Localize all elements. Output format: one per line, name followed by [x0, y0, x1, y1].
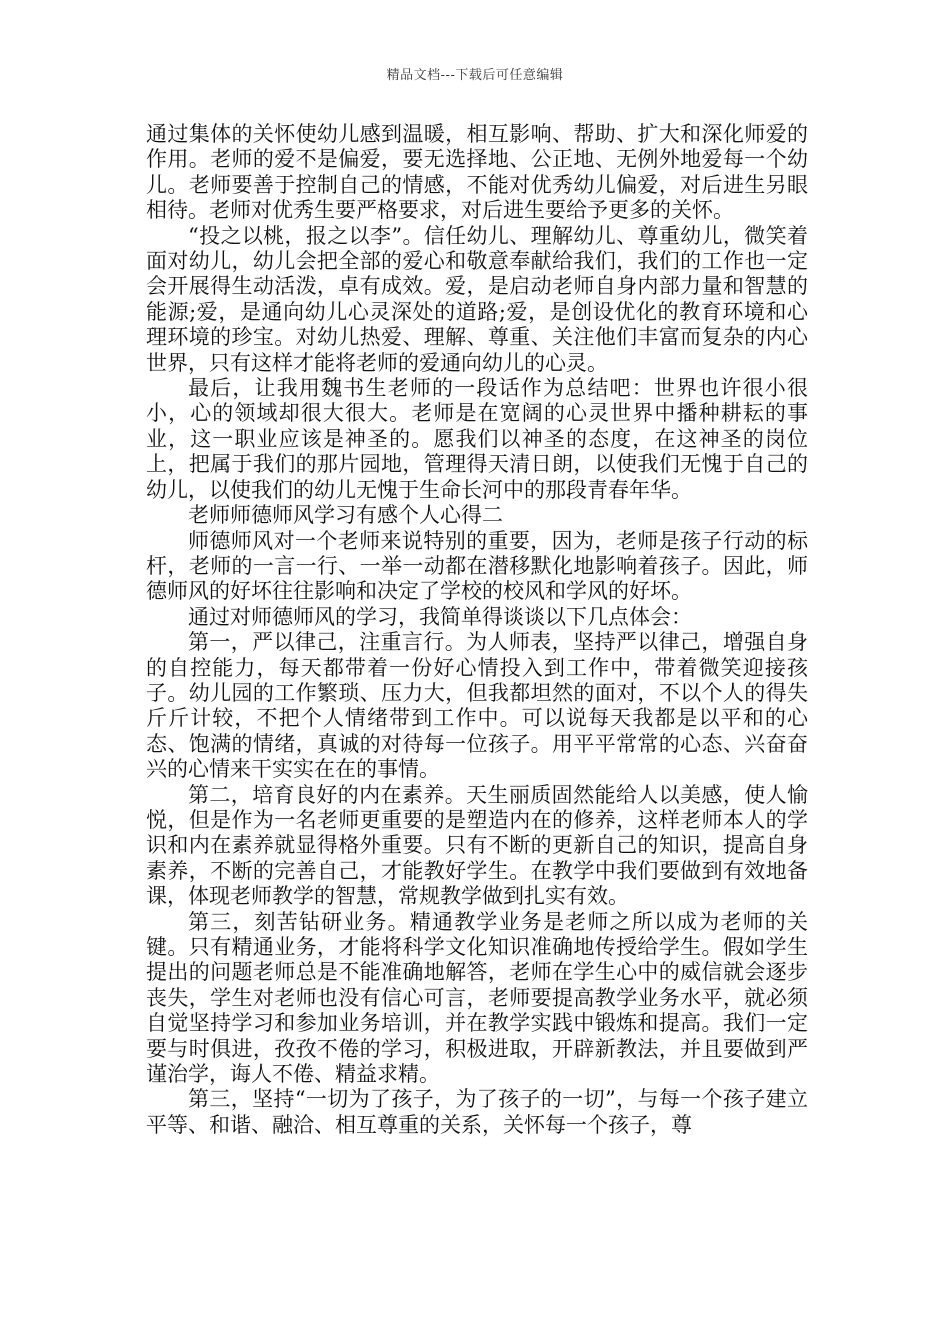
paragraph: 第三，刻苦钻研业务。精通教学业务是老师之所以成为老师的关键。只有精通业务，才能将科学文化知识准确地传授给学生。假如学生提出的问题老师总是不能准确地解答，老师在学生心中的威信就会逐步丧失，学生对老师也没有信心可言，老师要提高教学业务水平，就必须自觉坚持学习和参加业务培训，并在教学实践中锻炼和提高。我们一定要与时俱进，孜孜不倦的学习，积极进取，开辟新教法，并且要做到严谨治学，诲人不倦、精益求精。: [146, 909, 808, 1087]
paragraph: 最后，让我用魏书生老师的一段话作为总结吧：世界也许很小很小，心的领域却很大很大。老师是在宽阔的心灵世界中播种耕耘的事业，这一职业应该是神圣的。愿我们以神圣的态度，在这神圣的岗位上，把属于我们的那片园地，管理得天清日朗，以使我们无愧于自己的幼儿，以使我们的幼儿无愧于生命长河中的那段青春年华。: [146, 376, 808, 502]
paragraph: 第三，坚持“一切为了孩子，为了孩子的一切”，与每一个孩子建立平等、和谐、融洽、相互尊重的关系，关怀每一个孩子，尊: [146, 1087, 808, 1137]
paragraph: 第二，培育良好的内在素养。天生丽质固然能给人以美感，使人愉悦，但是作为一名老师更重要的是塑造内在的修养，这样老师本人的学识和内在素养就显得格外重要。只有不断的更新自己的知识，提高自身素养，不断的完善自己，才能教好学生。在教学中我们要做到有效地备课，体现老师教学的智慧，常规教学做到扎实有效。: [146, 782, 808, 909]
page-header: 精品文档---下载后可任意编辑: [386, 68, 564, 83]
paragraph: 第一，严以律己，注重言行。为人师表，坚持严以律己，增强自身的自控能力，每天都带着一份好心情投入到工作中，带着微笑迎接孩子。幼儿园的工作繁琐、压力大，但我都坦然的面对，不以个人的得失斤斤计较，不把个人情绪带到工作中。可以说每天我都是以平和的心态、饱满的情绪，真诚的对待每一位孩子。用平平常常的心态、兴奋奋兴的心情来干实实在在的事情。: [146, 630, 808, 782]
paragraph-continuation: 通过集体的关怀使幼儿感到温暖，相互影响、帮助、扩大和深化师爱的作用。老师的爱不是偏爱，要无选择地、公正地、无例外地爱每一个幼儿。老师要善于控制自己的情感，不能对优秀幼儿偏爱，对后进生另眼相待。老师对优秀生要严格要求，对后进生要给予更多的关怀。: [146, 122, 808, 223]
paragraph: “投之以桃，报之以李”。信任幼儿、理解幼儿、尊重幼儿，微笑着面对幼儿，幼儿会把全部的爱心和敬意奉献给我们，我们的工作也一定会开展得生动活泼，卓有成效。爱，是启动老师自身内部力量和智慧的能源;爱，是通向幼儿心灵深处的道路;爱，是创设优化的教育环境和心理环境的珍宝。对幼儿热爱、理解、尊重、关注他们丰富而复杂的内心世界，只有这样才能将老师的爱通向幼儿的心灵。: [146, 223, 808, 375]
document-body: [146, 122, 808, 1138]
paragraph: 通过对师德师风的学习，我简单得谈谈以下几点体会：: [188, 604, 692, 629]
section-title: 老师师德师风学习有感个人心得二: [188, 503, 503, 528]
paragraph: 师德师风对一个老师来说特别的重要，因为，老师是孩子行动的标杆，老师的一言一行、一举一动都在潜移默化地影响着孩子。因此，师德师风的好坏往往影响和决定了学校的校风和学风的好坏。: [146, 528, 808, 604]
